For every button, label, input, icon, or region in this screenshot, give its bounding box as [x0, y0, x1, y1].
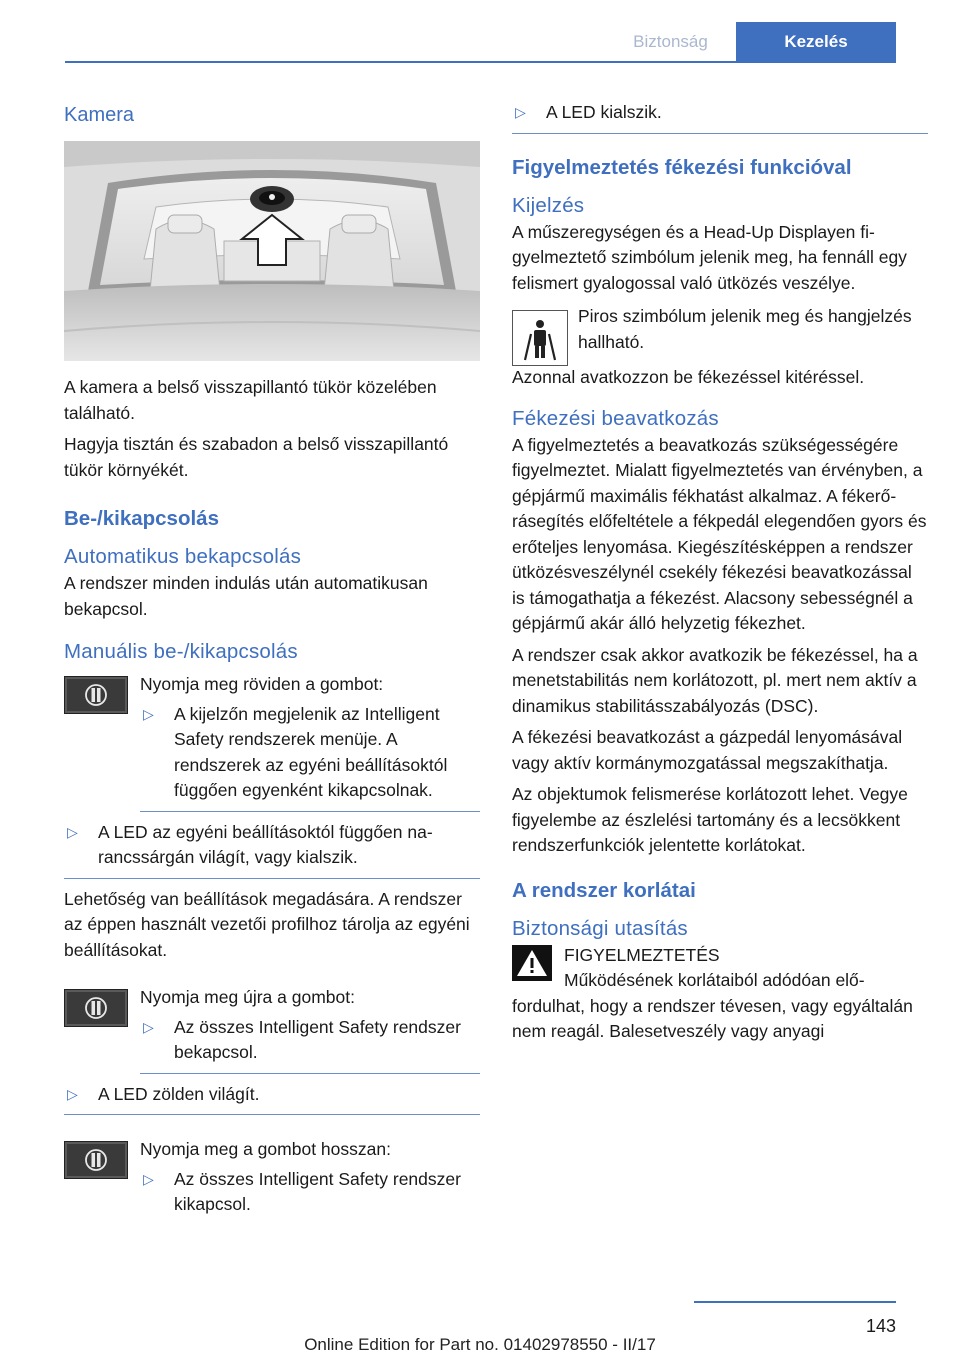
press-again-block [64, 985, 480, 1074]
react-text: Azonnal avatkozzon be fékezéssel kitéréssel. [512, 367, 865, 387]
list-item-text: Az összes Intelligent Safety rendszer kikapcsol. [174, 1168, 461, 1214]
press-again-text: Nyomja meg újra a gombot: [140, 987, 355, 1007]
led-list-2 [64, 1082, 480, 1116]
display-heading: Kijelzés [512, 193, 585, 217]
limits-heading: A rendszer korlátai [512, 878, 696, 902]
triangle-bullet-icon: ▷ [515, 104, 526, 120]
intelligent-safety-button-icon [64, 1141, 128, 1179]
list-item-text: A kijelzőn megjelenik az Intelligent Safety rendszerek menüje. A rendszerek az egyéni beállításoktól függően egyenként kikapcsolnak. [174, 703, 448, 800]
safety-note-heading: Biztonsági utasítás [512, 916, 688, 940]
left-column [64, 100, 480, 1233]
triangle-bullet-icon: ▷ [143, 705, 154, 722]
tab-kezeles[interactable]: Kezelés [736, 22, 896, 62]
pedestrian-symbol-block [512, 304, 928, 355]
list-item [140, 1015, 480, 1074]
list-item-text: A LED kialszik. [546, 102, 662, 122]
auto-on-text: A rendszer minden indulás után automatikusan bekapcsol. [64, 573, 428, 619]
list-item-text: A LED zölden világít. [98, 1083, 260, 1104]
press-long-text: Nyomja meg a gombot hosszan: [140, 1139, 391, 1159]
list-item [64, 1082, 480, 1116]
led-list-1 [64, 820, 480, 879]
warning-block [512, 943, 928, 969]
camera-clean-text: Hagyja tisztán és szabadon a belső visszapillantó tükör környékét. [64, 434, 449, 480]
triangle-bullet-icon: ▷ [143, 1018, 154, 1035]
brake-text-2: A rendszer csak akkor avatkozik be fékezéssel, ha a menetstabilitás nem korlátozott, pl. mert nem aktív a dinamikus stabilitásszabályozás (DSC). [512, 644, 918, 716]
tab-biztonsag[interactable]: Biztonság [633, 32, 708, 51]
camera-heading: Kamera [64, 104, 135, 126]
camera-location-photo [64, 141, 480, 361]
header-divider [65, 61, 896, 63]
press-short-list [140, 702, 480, 812]
symbol-text: Piros szimbólum jelenik meg és hangjelzés hallható. [578, 306, 912, 352]
brake-intervention-heading: Fékezési beavatkozás [512, 406, 719, 430]
page-number: 143 [865, 1316, 896, 1336]
warning-triangle-icon [512, 945, 552, 981]
list-item-text: A LED az egyéni beállításoktól függően narancssárgán világít, vagy kialszik. [98, 821, 433, 867]
camera-location-text: A kamera a belső visszapillantó tükör közelében található. [64, 377, 437, 423]
settings-text: Lehetőség van beállítások megadására. A rendszer az éppen használt vezetői profilhoz tárolja az egyéni beállításokat. [64, 888, 470, 960]
press-long-list [140, 1167, 480, 1225]
auto-on-heading: Automatikus bekapcsolás [64, 545, 302, 568]
manual-heading: Manuális be-/kikapcsolás [64, 640, 298, 663]
warning-label: FIGYELMEZTETÉS [564, 944, 720, 965]
onoff-heading: Be-/kikapcsolás [64, 507, 219, 530]
press-long-block [64, 1137, 480, 1225]
triangle-bullet-icon: ▷ [67, 1085, 78, 1102]
press-again-list [140, 1015, 480, 1074]
list-item [140, 1167, 480, 1225]
intelligent-safety-button-icon [64, 676, 128, 714]
intelligent-safety-button-icon [64, 989, 128, 1027]
warning-text-content: Működésének korlátaiból adódóan előfordulhat, hogy a rendszer tévesen, vagy egyáltalán nem reagál. Balesetveszély vagy anyagi [512, 970, 913, 1041]
display-text: A műszeregységen és a Head-Up Displayen figyelmeztető szimbólum jelenik meg, ha fennáll egy felismert gyalogossal való ütközés veszélye. [512, 221, 907, 293]
brake-text-3: A fékezési beavatkozást a gázpedál lenyomásával vagy aktív kormánymozgatással megszakíthatja. [512, 727, 903, 773]
brake-text-4: Az objektumok felismerése korlátozott lehet. Vegye figyelembe az észlelési tartomány és a lecsökkent rendszerfunkciók jelentette korlátokat. [512, 784, 908, 855]
list-item-text: Az összes Intelligent Safety rendszer bekapcsol. [174, 1016, 461, 1062]
pedestrian-warning-icon [512, 310, 568, 366]
edition-footer: Online Edition for Part no. 01402978550 - II/17 [304, 1335, 656, 1354]
led-off-list [512, 100, 928, 134]
warning-brake-heading: Figyelmeztetés fékezési funkcióval [512, 155, 852, 179]
list-item [140, 702, 480, 812]
press-short-text: Nyomja meg röviden a gombot: [140, 674, 384, 694]
right-column [512, 100, 928, 1051]
triangle-bullet-icon: ▷ [143, 1170, 154, 1187]
brake-text-1: A figyelmeztetés a beavatkozás szükségességére figyelmeztet. Mialatt figyelmeztetés van érvényben, a gépjármű maximális fékhatást alkalmaz. A fékerő-rásegítés előfeltétele a fékpedál elegendően gyors és erőteljes lenyomása. Kiegészítésképpen a rendszer ütközésveszélynél csekély fékezési beavatkozással is támogathatja a fékezést. Alacsony sebességnél a gépjármű akár álló helyzetig fékezhet. [512, 434, 927, 633]
warning-text [512, 968, 928, 1045]
press-short-block [64, 672, 480, 812]
page-header [0, 0, 960, 62]
list-item [512, 100, 928, 134]
list-item [64, 820, 480, 879]
footer-divider [694, 1301, 896, 1303]
triangle-bullet-icon: ▷ [67, 823, 78, 840]
